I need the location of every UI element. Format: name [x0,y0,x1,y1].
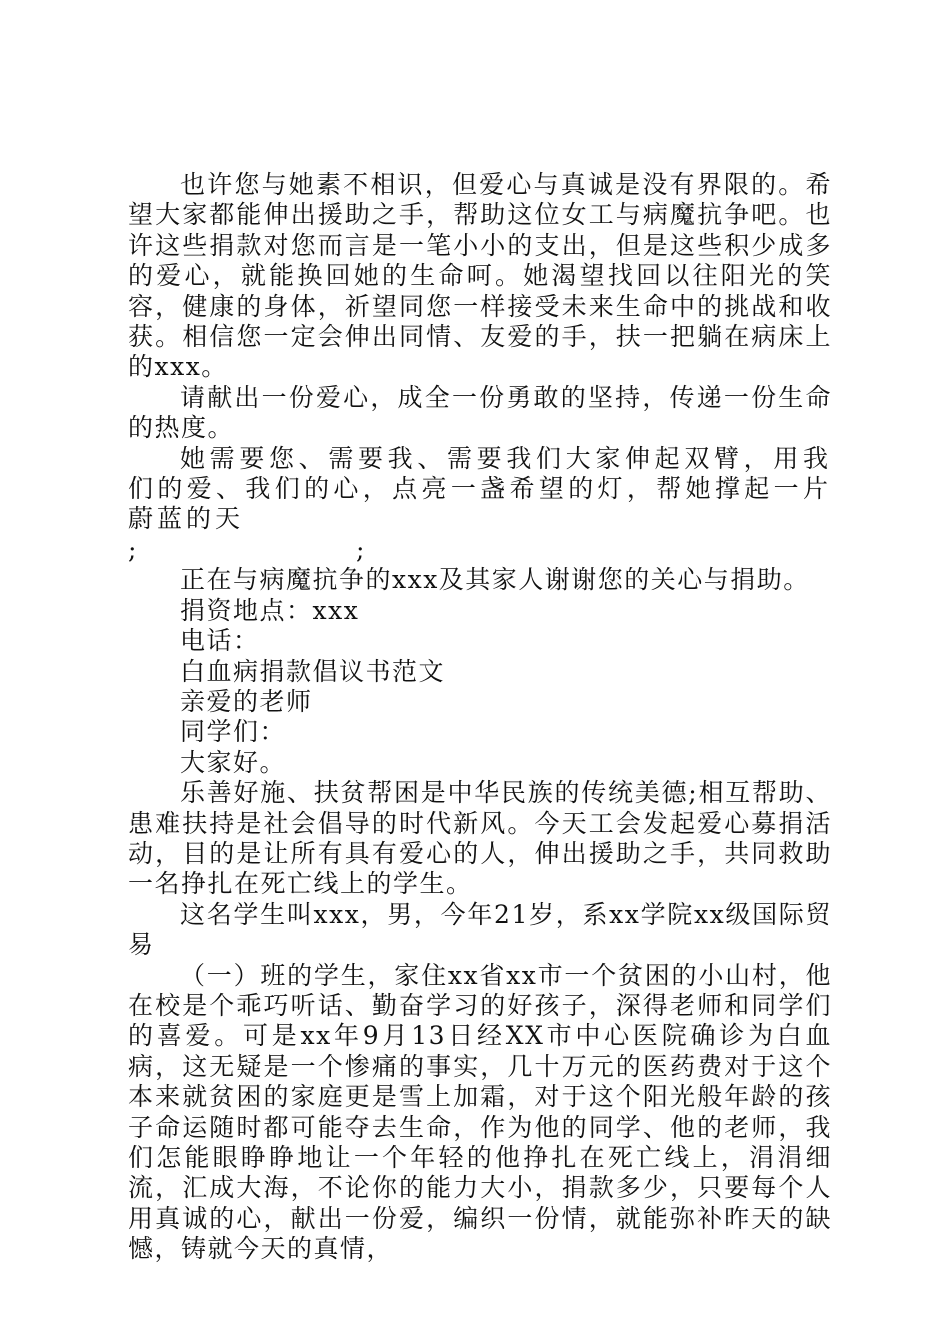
document-page [128,170,832,1265]
paragraph-charity: 乐善好施、扶贫帮困是中华民族的传统美德;相互帮助、患难扶持是社会倡导的时代新风。今天工会发起爱心募捐活动，目的是让所有具有爱心的人，伸出援助之手，共同救助一名挣扎在死亡线上的学生。 [128,778,832,899]
paragraph-student-story: （一）班的学生，家住xx省xx市一个贫困的小山村，他在校是个乖巧听话、勤奋学习的好孩子，深得老师和同学们的喜爱。可是xx年9月13日经XX市中心医院确诊为白血病，这无疑是一个惨痛的事实，几十万元的医药费对于这个本来就贫困的家庭更是雪上加霜，对于这个阳光般年龄的孩子命运随时都可能夺去生命，作为他的同学、他的老师，我们怎能眼睁睁地让一个年轻的他挣扎在死亡线上，涓涓细流，汇成大海，不论你的能力大小，捐款多少，只要每个人用真诚的心，献出一份爱，编织一份情，就能弥补昨天的缺憾，铸就今天的真情， [128,960,832,1264]
paragraph-thanks: 正在与病魔抗争的xxx及其家人谢谢您的关心与捐助。 [180,565,810,595]
paragraph-appeal: 也许您与她素不相识，但爱心与真诚是没有界限的。希望大家都能伸出援助之手，帮助这位女工与病魔抗争吧。也许这些捐款对您而言是一笔小小的支出，但是这些积少成多的爱心，就能换回她的生命呵。她渴望找回以往阳光的笑容，健康的身体，祈望同您一样接受未来生命中的挑战和收获。相信您一定会伸出同情、友爱的手，扶一把躺在病床上的xxx。 [128,170,832,382]
paragraph-offer-love: 请献出一份爱心，成全一份勇敢的坚持，传递一份生命的热度。 [128,382,832,443]
salutation-students: 同学们： [180,717,287,747]
semicolon-b: ; [356,534,366,564]
semicolon-line [128,535,832,565]
donation-location: 捐资地点：xxx [180,595,360,625]
semicolon-a: ; [128,534,138,564]
paragraph-she-needs-you: 她需要您、需要我、需要我们大家伸起双臂，用我们的爱、我们的心，点亮一盏希望的灯，帮她撑起一片蔚蓝的天 [128,443,832,534]
salutation-teachers: 亲爱的老师 [180,686,313,716]
phone-line: 电话： [180,626,260,656]
section-title: 白血病捐款倡议书范文 [180,656,446,686]
paragraph-student-intro: 这名学生叫xxx，男，今年21岁，系xx学院xx级国际贸易 [128,899,832,960]
greeting: 大家好。 [180,747,287,777]
